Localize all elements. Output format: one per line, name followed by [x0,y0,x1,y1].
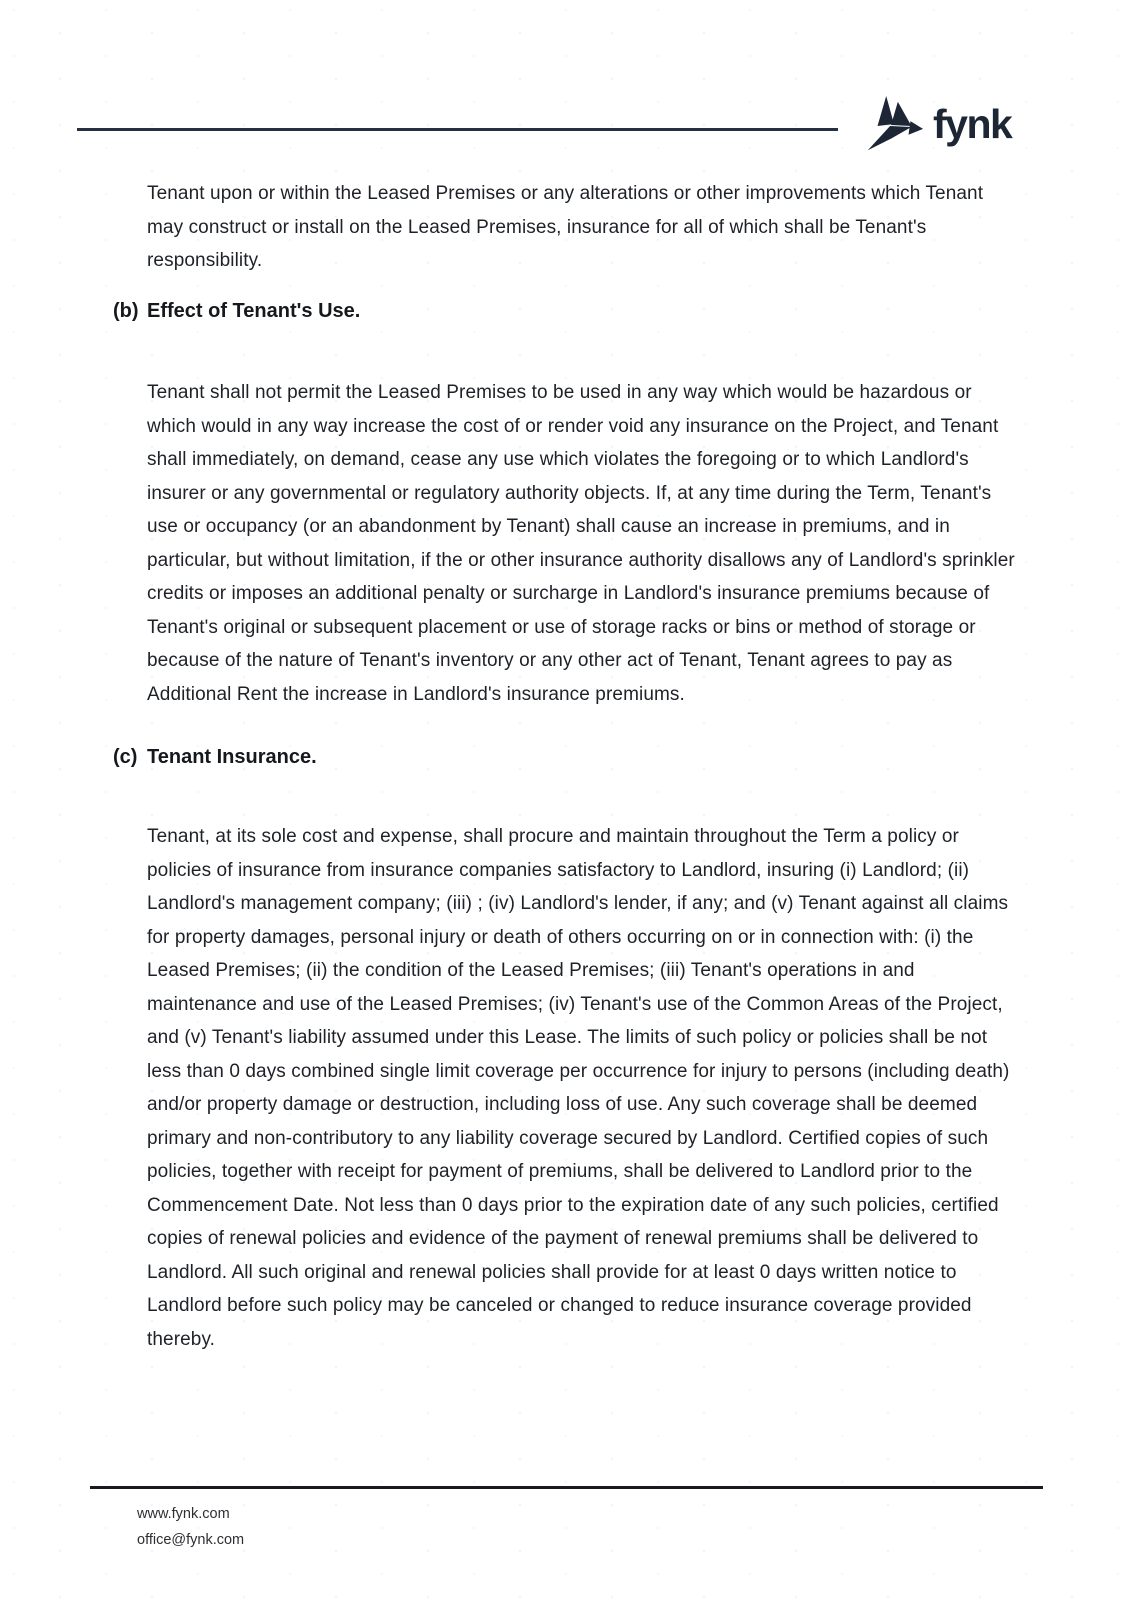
footer [137,1501,244,1553]
section-title-c: Tenant Insurance. [147,746,317,768]
section-title-b: Effect of Tenant's Use. [147,300,361,322]
brand-wordmark: fynk [933,100,1012,147]
brand-logo [862,96,1032,156]
footer-divider [90,1486,1043,1489]
origami-crane-icon [862,95,924,157]
section-label-b: (b) [113,300,139,322]
footer-email: office@fynk.com [137,1532,245,1548]
section-heading-b [113,300,1013,323]
section-body-b: Tenant shall not permit the Leased Premises to be used in any way which would be hazardous or which would in any way increase the cost of or render void any insurance on the Project, and Tenant shall immediately, on demand, cease any use which violates the foregoing or to which Landlord's insurer or any governmental or regulatory authority objects. If, at any time during the Term, Tenant's use or occupancy (or an abandonment by Tenant) shall cause an increase in premiums, and in particular, but without limitation, if the or other insurance authority disallows any of Landlord's sprinkler credits or imposes an additional penalty or surcharge in Landlord's insurance premiums because of Tenant's original or subsequent placement or use of storage racks or bins or method of storage or because of the nature of Tenant's inventory or any other act of Tenant, Tenant agrees to pay as Additional Rent the increase in Landlord's insurance premiums. [147,382,1015,705]
footer-website: www.fynk.com [137,1506,230,1522]
section-label-c: (c) [113,746,138,768]
section-body-c: Tenant, at its sole cost and expense, shall procure and maintain throughout the Term a policy or policies of insurance from insurance companies satisfactory to Landlord, insuring (i) Landlord; (ii) Landlord's management company; (iii) ; (iv) Landlord's lender, if any; and (v) Tenant against all claims for property damages, personal injury or death of others occurring on or in connection with: (i) the Leased Premises; (ii) the condition of the Leased Premises; (iii) Tenant's operations in and maintenance and use of the Leased Premises; (iv) Tenant's use of the Common Areas of the Project, and (v) Tenant's liability assumed under this Lease. The limits of such policy or policies shall be not less than 0 days combined single limit coverage per occurrence for injury to persons (including death) and/or property damage or destruction, including loss of use. Any such coverage shall be deemed primary and non-contributory to any liability coverage secured by Landlord. Certified copies of such policies, together with receipt for payment of premiums, shall be delivered to Landlord prior to the Commencement Date. Not less than 0 days prior to the expiration date of any such policies, certified copies of renewal policies and evidence of the payment of renewal premiums shall be delivered to Landlord. All such original and renewal policies shall provide for at least 0 days written notice to Landlord before such policy may be canceled or changed to reduce insurance coverage provided thereby. [147,826,1010,1350]
header-divider [77,128,838,131]
intro-paragraph: Tenant upon or within the Leased Premises or any alterations or other improvements which Tenant may construct or install on the Leased Premises, insurance for all of which shall be Tenant's responsibility. [147,183,984,271]
section-heading-c [113,746,1013,769]
